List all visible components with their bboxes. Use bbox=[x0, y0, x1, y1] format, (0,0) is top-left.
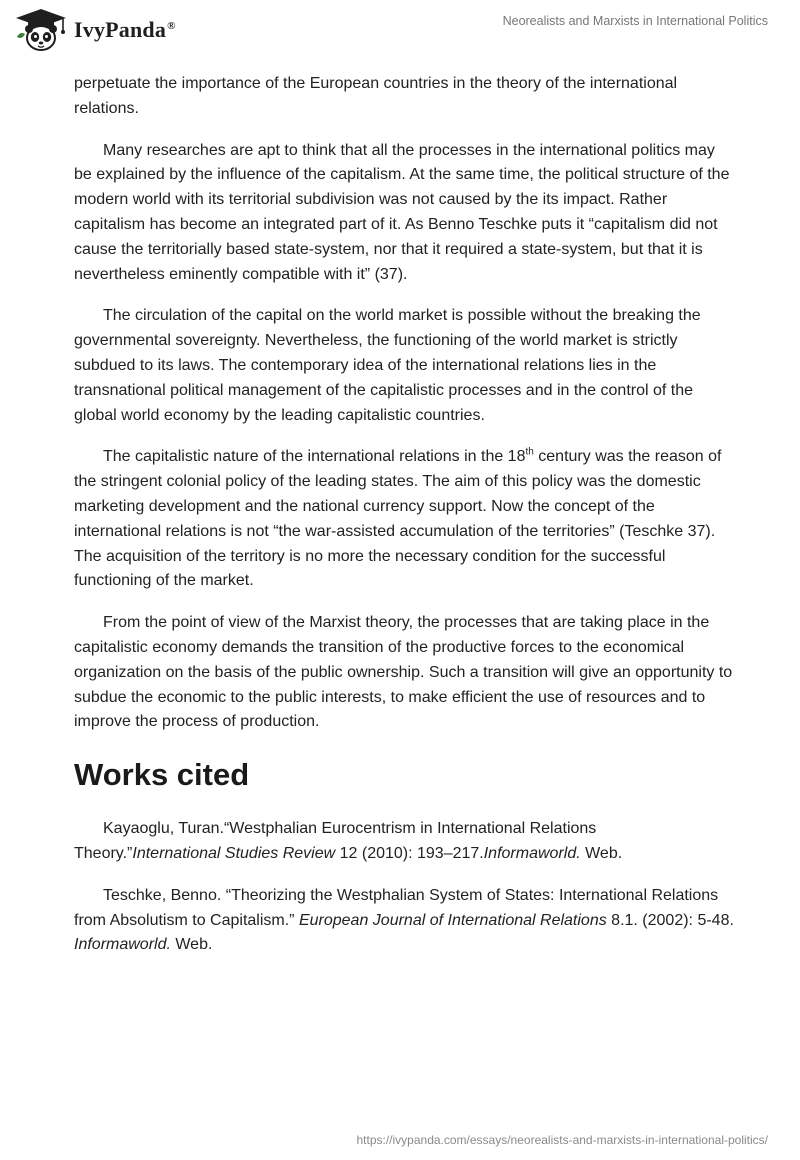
brand-name: IvyPanda® bbox=[74, 17, 176, 42]
source-url[interactable]: https://ivypanda.com/essays/neorealists-and-marxists-in-international-politics/ bbox=[356, 1133, 768, 1147]
essay-content bbox=[74, 72, 734, 975]
ivypanda-logo[interactable] bbox=[14, 7, 176, 53]
works-cited-heading: Works cited bbox=[74, 757, 250, 793]
paragraph: Many researches are apt to think that all the processes in the international politics may be explained by the influence of the capitalism. At the same time, the political structure of the modern world with its territorial subdivision was not caused by the its impact. Rather capitalism has become an integrated part of it. As Benno Teschke puts it “capitalism did not cause the territorially based state-system, nor that it required a state-system, but that it is nevertheless eminently compatible with it” (37). bbox=[74, 141, 730, 283]
paragraph: The capitalistic nature of the international relations in the 18th century was the reason of the stringent colonial policy of the leading states. The aim of this policy was the domestic marketing development and the national currency support. Now the concept of the international relations is not “the war-assisted accumulation of the territories” (Teschke 37). The acquisition of the territory is no more the necessary condition for the successful functioning of the market. bbox=[74, 447, 722, 590]
paragraph: From the point of view of the Marxist theory, the processes that are taking place in the capitalistic economy demands the transition of the productive forces to the economical organization on the basis of the public ownership. Such a transition will give an opportunity to subdue the economic to the public interests, to make efficient the use of resources and to improve the process of production. bbox=[74, 614, 733, 731]
citation: Teschke, Benno. “Theorizing the Westphalian System of States: International Relations from Absolutism to Capitalism.” European Journal of International Relations 8.1. (2002): 5-48. Informaworld. Web. bbox=[74, 886, 734, 954]
citation: Kayaoglu, Turan.“Westphalian Eurocentrism in International Relations Theory.”International Studies Review 12 (2010): 193–217.Informaworld. Web. bbox=[74, 820, 623, 862]
paragraph: perpetuate the importance of the European countries in the theory of the international relations. bbox=[74, 75, 678, 117]
running-title: Neorealists and Marxists in International Politics bbox=[502, 14, 768, 28]
paragraph: The circulation of the capital on the world market is possible without the breaking the governmental sovereignty. Nevertheless, the functioning of the world market is strictly subdued to its laws. The contemporary idea of the international relations lies in the transnational political management of the capitalistic processes and in the control of the global world economy by the leading capitalistic countries. bbox=[74, 307, 701, 424]
panda-graduate-icon bbox=[14, 7, 68, 53]
page-header bbox=[0, 0, 800, 64]
